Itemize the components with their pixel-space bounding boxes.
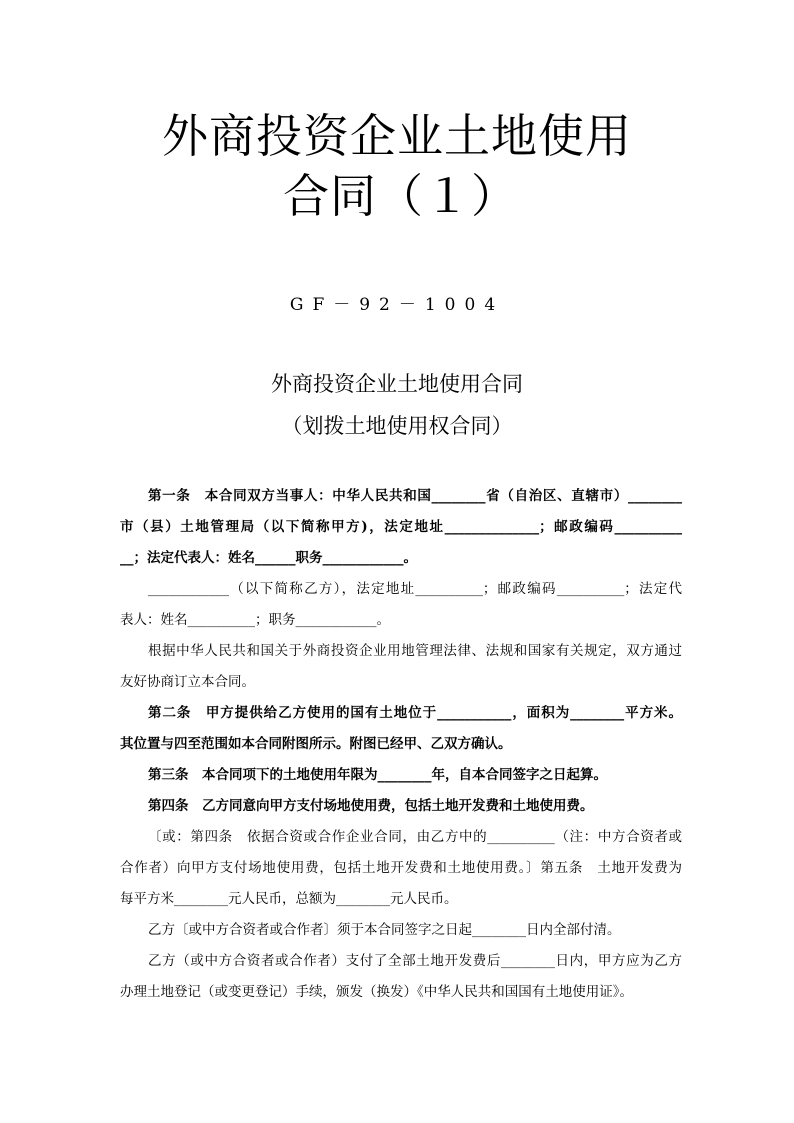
document-code: GF－92－1004 [289, 295, 505, 315]
paragraph-line: 每平方米________元人民币，总额为________元人民币。 [120, 891, 458, 907]
contract-heading: 外商投资企业土地使用合同 [271, 372, 523, 396]
paragraph-line: 第三条 本合同项下的土地使用年限为________年，自本合同签字之日起算。 [148, 767, 607, 783]
contract-subheading: （划拨土地使用权合同） [281, 414, 513, 438]
paragraph-line: 〔或：第四条 依据合资或合作企业合同，由乙方中的__________（注：中方合资者或 [148, 829, 682, 845]
paragraph-line: 乙方〔或中方合资者或合作者〕须于本合同签字之日起________日内全部付清。 [148, 922, 621, 938]
paragraph-line: 办理土地登记（或变更登记）手续，颁发（换发）《中华人民共和国国有土地使用证》。 [120, 984, 633, 1000]
paragraph-line: 第二条 甲方提供给乙方使用的国有土地位于___________，面积为________平方米。 [148, 705, 682, 721]
paragraph-line: 表人：姓名__________；职务____________。 [120, 612, 390, 628]
paragraph-line: __；法定代表人：姓名______职务____________。 [120, 550, 417, 566]
paragraph-line: 第一条 本合同双方当事人：中华人民共和国________省（自治区、直辖市）________ [148, 488, 682, 504]
paragraph-line: 根据中华人民共和国关于外商投资企业用地管理法律、法规和国家有关规定，双方通过 [148, 643, 682, 659]
contract-body [120, 481, 682, 1008]
paragraph-line: 友好协商订立本合同。 [120, 674, 255, 690]
paragraph-line: 合作者）向甲方支付场地使用费，包括土地开发费和土地使用费。〕第五条 土地开发费为 [120, 860, 682, 876]
document-title-line-2: 合同（１） [283, 169, 518, 223]
paragraph-line: 乙方（或中方合资者或合作者）支付了全部土地开发费后________日内，甲方应为乙方 [148, 953, 682, 969]
paragraph-line: 第四条 乙方同意向甲方支付场地使用费，包括土地开发费和土地使用费。 [148, 798, 594, 814]
paragraph-line: 市（县）土地管理局（以下简称甲方)，法定地址______________；邮政编码__________ [120, 519, 682, 535]
paragraph-line: ____________（以下简称乙方），法定地址__________；邮政编码__________；法定代 [148, 581, 682, 597]
paragraph-line: 其位置与四至范围如本合同附图所示。附图已经甲、乙双方确认。 [120, 736, 512, 752]
document-title-line-1: 外商投资企业土地使用 [162, 109, 632, 163]
